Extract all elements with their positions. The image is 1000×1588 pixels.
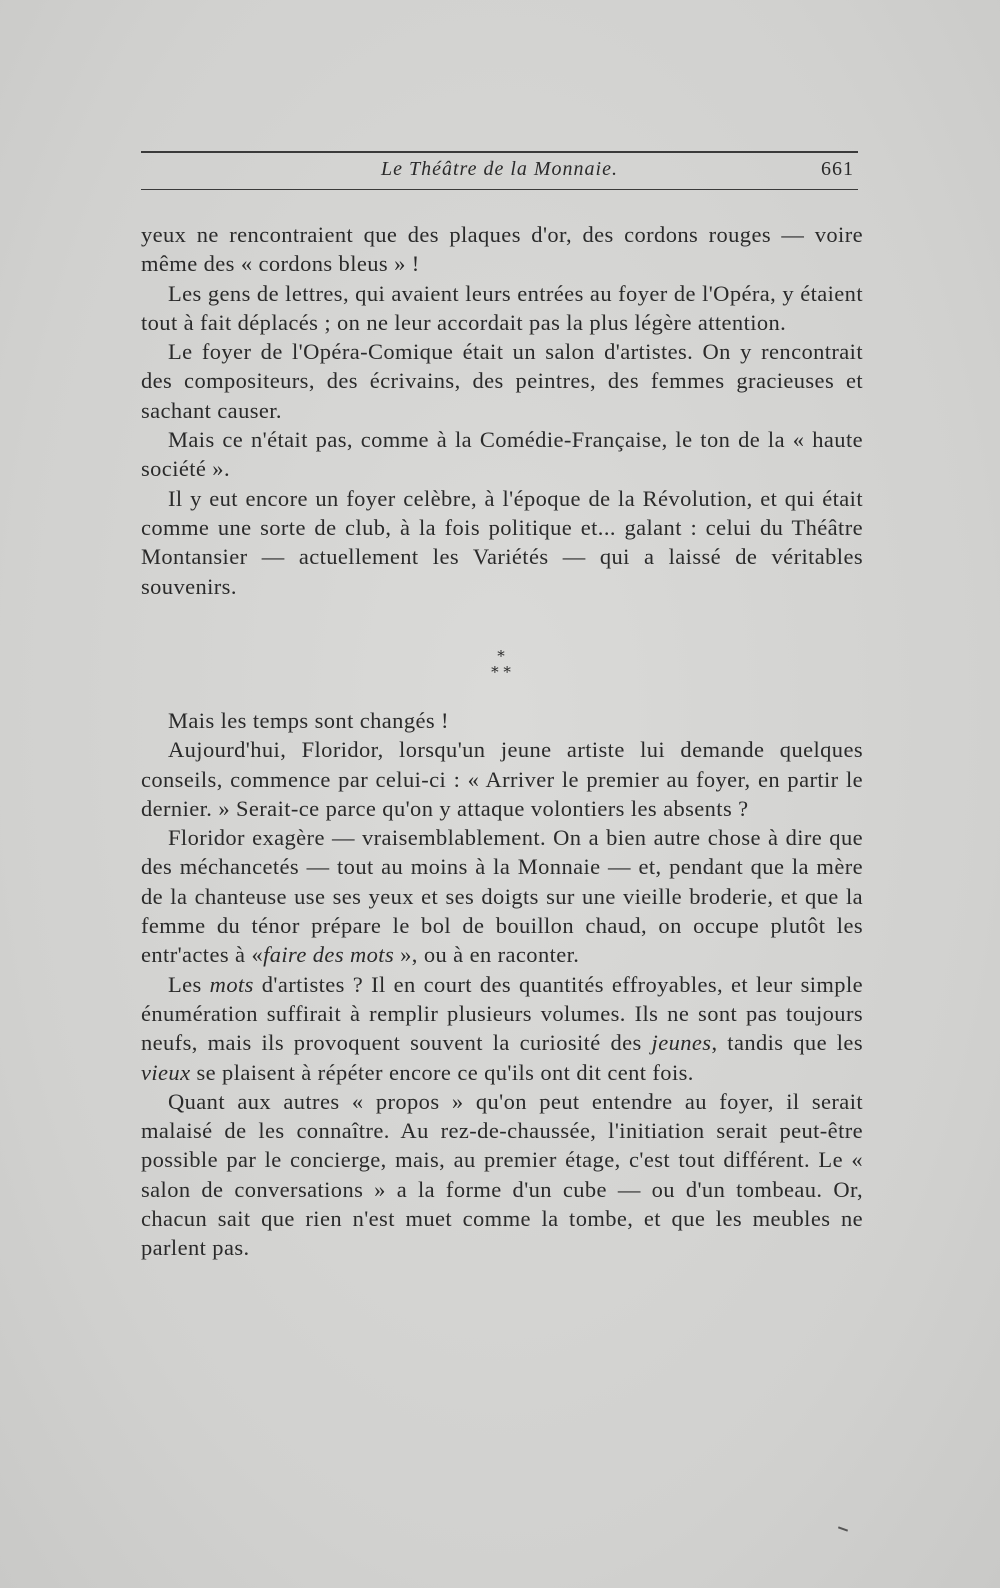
italic-phrase: faire des mots — [263, 942, 395, 968]
paragraph — [141, 823, 863, 969]
italic-word: mots — [209, 971, 254, 997]
paragraph: Mais les temps sont changés ! — [168, 708, 449, 733]
print-mark — [838, 1526, 848, 1531]
running-title: Le Théâtre de la Monnaie. — [380, 158, 618, 180]
page-number: 661 — [821, 158, 854, 180]
italic-word: vieux — [141, 1059, 191, 1085]
separator-star-top: * — [497, 647, 505, 665]
paragraph-text: d'artistes ? Il en court des quantités effroyables, et leur simple énumération suffirait à remplir plusieurs volumes. Ils ne sont pas toujours neufs, mais ils provoquent souvent la curiosité des — [141, 971, 863, 1056]
paragraph: yeux ne rencontraient que des plaques d'or, des cordons rouges — voire même des « cordons bleus » ! — [141, 222, 863, 277]
header-rule-bottom — [141, 189, 858, 190]
paragraph: Aujourd'hui, Floridor, lorsqu'un jeune artiste lui demande quelques conseils, commence par celui-ci : « Arriver le premier au foyer, en partir le dernier. » Serait-ce parce qu'on y attaque volontiers les absents ? — [141, 737, 863, 821]
running-head — [141, 158, 858, 184]
paragraph-text: », ou à en raconter. — [400, 942, 580, 968]
paragraph: Mais ce n'était pas, comme à la Comédie-Française, le ton de la « haute société ». — [141, 427, 863, 482]
body-text-bottom — [141, 706, 863, 1263]
paragraph: Les gens de lettres, qui avaient leurs entrées au foyer de l'Opéra, y étaient tout à fait déplacés ; on ne leur accordait pas la plus légère attention. — [141, 280, 863, 335]
separator-stars-bottom: * * — [491, 663, 511, 681]
paragraph-text: , tandis que les — [711, 1030, 863, 1056]
paragraph — [141, 970, 863, 1087]
italic-word: jeunes — [651, 1030, 712, 1056]
paragraph-text: Floridor exagère — vraisemblablement. On a bien autre chose à dire que des méchancetés — tout au moins à la Monnaie — et, pendant que la mère de la chanteuse use ses yeux et ses doigts sur une vieille broderie, et que la femme du ténor prépare le bol de bouillon chaud, on occupe plutôt les entr'actes à « — [141, 825, 863, 968]
paragraph: Il y eut encore un foyer celèbre, à l'époque de la Révolution, et qui était comme une sorte de club, à la fois politique et... galant : celui du Théâtre Montansier — actuellement les Variétés — qui a laissé de véritables souvenirs. — [141, 485, 863, 599]
paragraph: Quant aux autres « propos » qu'on peut entendre au foyer, il serait malaisé de les connaître. Au rez-de-chaussée, l'initiation serait peut-être possible par le concierge, mais, au premier étage, c'est tout différent. Le « salon de conversations » a la forme d'un cube — ou d'un tombeau. Or, chacun sait que rien n'est muet comme la tombe, et que les meubles ne parlent pas. — [141, 1088, 863, 1261]
header-rule-top — [141, 151, 858, 153]
paragraph-text: Les — [168, 971, 210, 997]
paragraph-text: se plaisent à répéter encore ce qu'ils ont dit cent fois. — [190, 1059, 694, 1085]
section-separator — [476, 648, 526, 680]
paragraph: Le foyer de l'Opéra-Comique était un salon d'artistes. On y rencontrait des compositeurs, des écrivains, des peintres, des femmes gracieuses et sachant causer. — [141, 339, 863, 423]
body-text-top — [141, 220, 863, 601]
